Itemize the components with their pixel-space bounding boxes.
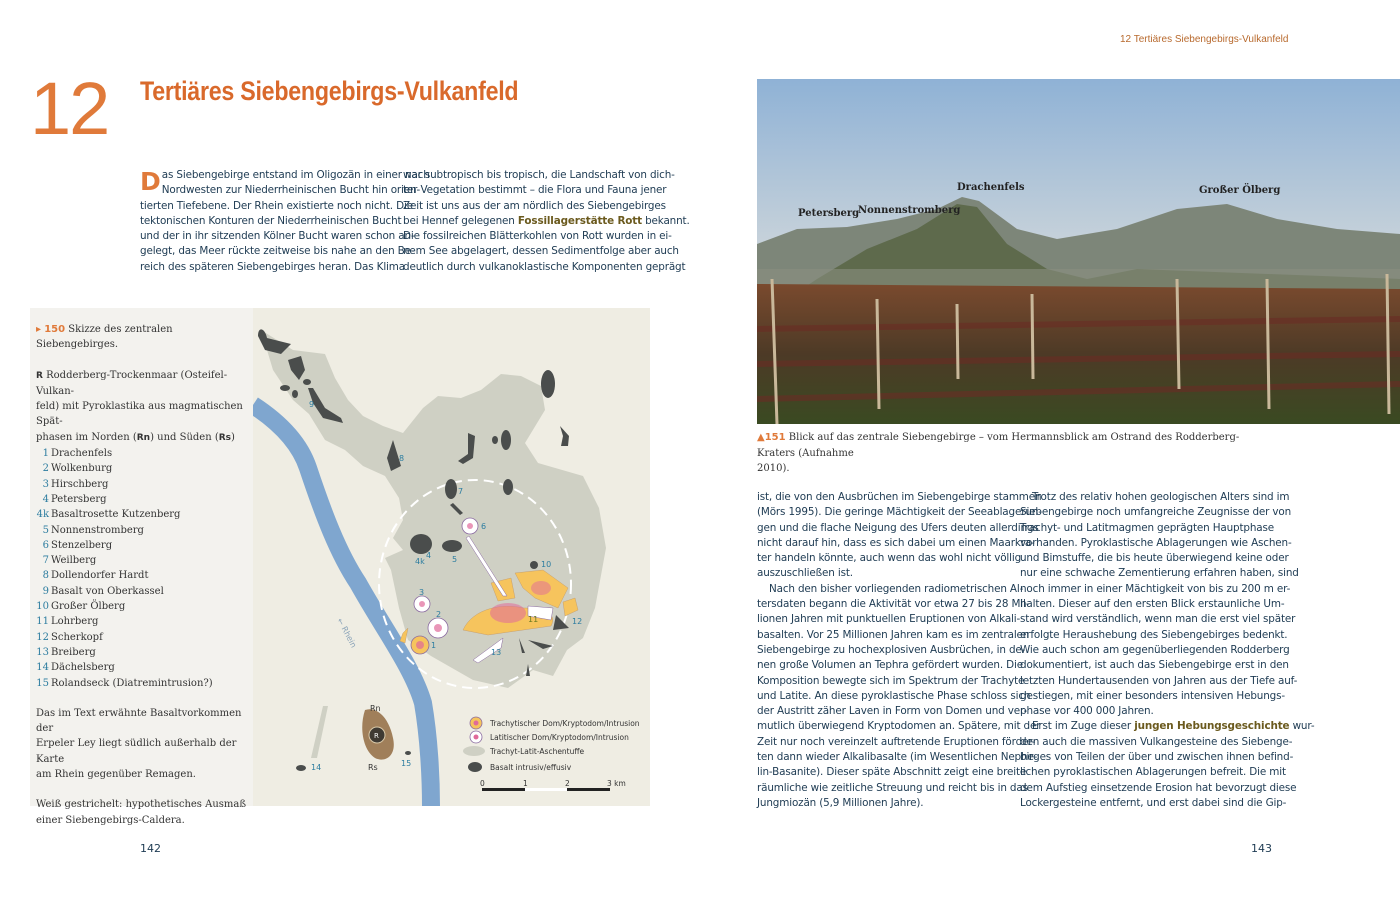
- location-name: Scherkopf: [51, 631, 103, 643]
- location-item: [36, 507, 247, 522]
- figure-number: 150: [44, 324, 66, 335]
- text-line: gen und die flache Neigung des Ufers deuten allerdings: [757, 521, 1039, 534]
- text-line: Die fossilreichen Blätterkohlen von Rott wurden in ei-: [403, 230, 672, 243]
- location-item: [36, 553, 247, 568]
- text-line: Zeit ist uns aus der am nördlich des Siebengebirges: [403, 199, 666, 212]
- text-line: (Mörs 1995). Die geringe Mächtigkeit der Seeablagerun-: [757, 506, 1042, 519]
- text-line: tersdaten begann die Aktivität vor etwa 27 bis 28 Mil-: [757, 598, 1030, 611]
- location-item: [36, 614, 247, 629]
- text-line: nicht darauf hin, dass es sich dabei um einen Maarkra-: [757, 536, 1035, 549]
- text-line: dokumentiert, ist auch das Siebengebirge erst in den: [1020, 659, 1289, 672]
- photo-label-petersberg: Petersberg: [798, 208, 860, 219]
- text-line: ist, die von den Ausbrüchen im Siebengebirge stammen: [757, 491, 1042, 503]
- r-text: phasen im Norden (: [36, 431, 137, 443]
- text-line: [1020, 719, 1315, 734]
- text-line: ter handeln könnte, auch wenn das wohl nicht völlig: [757, 552, 1022, 565]
- location-item: [36, 660, 247, 675]
- location-number: 1: [42, 448, 49, 460]
- text-segment: Erst im Zuge dieser: [1032, 720, 1135, 733]
- figure-150-caption: [30, 308, 253, 826]
- svg-text:6: 6: [481, 522, 487, 531]
- rs-key: Rs: [218, 432, 232, 443]
- location-number: 13: [36, 646, 49, 658]
- crater-north-label: Rn: [370, 704, 381, 713]
- r-text: feld) mit Pyroklastika aus magmatischen Spät-: [36, 401, 243, 428]
- location-name: Nonnenstromberg: [51, 524, 144, 536]
- page-number-left: 142: [140, 842, 161, 855]
- location-list: [36, 446, 247, 691]
- text-segment: bei Hennef gelegenen: [403, 214, 518, 227]
- note-text: Erpeler Ley liegt südlich außerhalb der Karte: [36, 738, 237, 765]
- location-name: Dächelsberg: [51, 662, 115, 674]
- text-line: der Austritt zäher Laven in Form von Domen und ver-: [757, 705, 1028, 718]
- location-item: [36, 492, 247, 507]
- note-caldera: [36, 797, 247, 828]
- text-line: Nordwesten zur Niederrheinischen Bucht hin orien-: [161, 184, 421, 197]
- text-line: lin-Basanite). Dieser späte Abschnitt zeigt eine breite: [757, 766, 1027, 779]
- figure-151-caption: [757, 430, 1267, 477]
- page-number-right: 143: [1251, 842, 1272, 855]
- scale-label: 0: [480, 779, 485, 788]
- caption-text: Blick auf das zentrale Siebengebirge – vom Hermannsblick am Ostrand des Rodderberg-Kraters (Aufnahme: [757, 432, 1240, 459]
- text-line: nem See abgelagert, dessen Sedimentfolge aber auch: [403, 245, 679, 258]
- location-item: [36, 630, 247, 645]
- rodderberg-note: [36, 368, 247, 446]
- location-name: Großer Ölberg: [51, 601, 126, 613]
- text-line: vorhanden. Pyroklastische Ablagerungen wie Aschen-: [1020, 536, 1292, 549]
- text-line: erfolgte Heraushebung des Siebengebirges bedenkt.: [1020, 628, 1288, 641]
- text-line: den auch die massiven Vulkangesteine des Siebenge-: [1020, 735, 1293, 748]
- text-line: as Siebengebirge entstand im Oligozän in einer nach: [161, 169, 430, 181]
- note-text: Weiß gestrichelt: hypothetisches Ausmaß: [36, 799, 247, 811]
- text-line: Trachyt- und Latitmagmen geprägten Hauptphase: [1020, 521, 1274, 534]
- text-line: tierten Tiefebene. Der Rhein existierte noch nicht. Die: [140, 199, 413, 212]
- text-line: [403, 214, 690, 229]
- chapter-number: 12: [30, 67, 109, 150]
- location-name: Rolandseck (Diatremintrusion?): [51, 677, 213, 689]
- location-item: [36, 538, 247, 553]
- text-line: räumliche wie zeitliche Streuung und reicht bis in das: [757, 781, 1028, 794]
- photo-label-nonnenstromberg: Nonnenstromberg: [858, 205, 961, 216]
- text-line: noch immer in einer Mächtigkeit von bis zu 200 m er-: [1020, 582, 1291, 595]
- text-line: lionen Jahren mit punktuellen Eruptionen von Alkali-: [757, 613, 1021, 626]
- intro-column-1: [140, 167, 430, 275]
- location-name: Weilberg: [51, 555, 97, 567]
- text-line: dem Aufstieg einsetzende Erosion hat bevorzugt diese: [1020, 781, 1297, 794]
- location-name: Basalt von Oberkassel: [51, 585, 164, 597]
- triangle-right-icon: ▸: [36, 324, 42, 335]
- text-line: Komposition bewegte sich im Spektrum der Trachyte: [757, 674, 1025, 687]
- text-line: Lockergesteine entfernt, und erst dabei sind die Gip-: [1020, 796, 1287, 809]
- svg-text:15: 15: [401, 759, 412, 768]
- text-line: war subtropisch bis tropisch, die Landschaft von dich-: [403, 169, 675, 181]
- svg-text:10: 10: [541, 560, 552, 569]
- body-column-2: [1020, 490, 1315, 811]
- crater-label: R: [374, 732, 379, 740]
- location-number: 14: [36, 662, 49, 674]
- text-line: und Bimstuffe, die bis heute überwiegend keine oder: [1020, 552, 1289, 565]
- location-number: 12: [36, 631, 49, 643]
- location-number: 9: [42, 585, 49, 597]
- text-line: Zeit nur noch vereinzelt auftretende Eruptionen förder-: [757, 735, 1036, 748]
- scale-label: 3 km: [607, 779, 626, 788]
- location-item: [36, 584, 247, 599]
- location-item: [36, 446, 247, 461]
- svg-text:3: 3: [419, 588, 425, 597]
- map-legend: [463, 717, 640, 791]
- location-item: [36, 477, 247, 492]
- location-item: [36, 568, 247, 583]
- location-number: 4k: [36, 509, 49, 521]
- text-line: nen große Volumen an Tephra gefördert wurden. Die: [757, 659, 1024, 672]
- location-name: Lohrberg: [51, 616, 99, 628]
- svg-text:7: 7: [458, 487, 464, 496]
- location-number: 2: [42, 463, 49, 475]
- location-number: 7: [42, 555, 49, 567]
- svg-text:12: 12: [572, 617, 583, 626]
- location-number: 10: [36, 601, 49, 613]
- text-line: Nach den bisher vorliegenden radiometrischen Al-: [769, 582, 1024, 595]
- legend-label: Trachytischer Dom/Kryptodom/Intrusion: [490, 719, 640, 728]
- location-name: Stenzelberg: [51, 539, 113, 551]
- text-line: Trotz des relativ hohen geologischen Alters sind im: [1032, 491, 1290, 503]
- note-text: einer Siebengebirgs-Caldera.: [36, 814, 185, 826]
- photo-label-grosser-oelberg: Großer Ölberg: [1199, 185, 1281, 196]
- text-line: reich des späteren Siebengebirges heran. Das Klima: [140, 260, 405, 273]
- location-number: 11: [36, 616, 49, 628]
- geological-map: [253, 308, 650, 806]
- caption-text: Skizze des zentralen Siebengebirges.: [36, 324, 173, 351]
- landscape-photo: [757, 79, 1400, 424]
- text-line: deutlich durch vulkanoklastische Komponenten geprägt: [403, 260, 686, 273]
- r-text: Rodderberg-Trockenmaar (Osteifel-Vulkan-: [36, 369, 228, 397]
- svg-text:9: 9: [309, 400, 315, 409]
- rodderberg-crater: [311, 704, 394, 772]
- location-number: 4: [42, 493, 49, 505]
- svg-text:11: 11: [528, 615, 539, 624]
- text-line: phase vor 400 000 Jahren.: [1020, 705, 1154, 718]
- text-line: mutlich überwiegend Kryptodomen an. Spätere, mit der: [757, 720, 1041, 733]
- text-line: tektonischen Konturen der Niederrheinischen Bucht: [140, 214, 402, 227]
- text-line: halten. Dieser auf den ersten Blick erstaunliche Um-: [1020, 598, 1285, 611]
- svg-text:13: 13: [491, 648, 502, 657]
- location-name: Hirschberg: [51, 478, 109, 490]
- text-line: lichen pyroklastischen Ablagerungen befreit. Die mit: [1020, 766, 1286, 779]
- legend-label: Basalt intrusiv/effusiv: [490, 763, 572, 772]
- text-segment: bekannt.: [641, 214, 690, 227]
- text-line: gelegt, das Meer rückte zeitweise bis nahe an den Be-: [140, 245, 415, 258]
- rn-key: Rn: [136, 432, 151, 443]
- highlight-term: Fossillagerstätte Rott: [517, 214, 642, 227]
- location-name: Basaltrosette Kutzenberg: [51, 509, 181, 521]
- text-line: ter Vegetation bestimmt – die Flora und Fauna jener: [403, 184, 667, 197]
- svg-text:14: 14: [311, 763, 322, 772]
- body-column-1: [757, 490, 1042, 811]
- text-line: Siebengebirge noch umfangreiche Zeugnisse der von: [1020, 506, 1292, 519]
- svg-text:1: 1: [431, 641, 437, 650]
- note-text: Das im Text erwähnte Basaltvorkommen der: [36, 707, 242, 735]
- svg-text:4: 4: [426, 551, 432, 560]
- r-text: ) und Süden (: [150, 431, 219, 443]
- location-name: Drachenfels: [51, 448, 113, 460]
- location-item: [36, 461, 247, 476]
- figure-number: 151: [764, 432, 786, 443]
- text-line: Jungmiozän (5,9 Millionen Jahre).: [757, 796, 924, 809]
- location-name: Wolkenburg: [51, 463, 113, 475]
- note-erpeler-ley: [36, 706, 247, 782]
- river-label: ← Rhein: [335, 616, 359, 650]
- location-name: Petersberg: [51, 493, 107, 505]
- svg-text:2: 2: [436, 610, 442, 619]
- scale-label: 2: [565, 779, 570, 788]
- location-number: 15: [36, 677, 49, 689]
- legend-label: Latitischer Dom/Kryptodom/Intrusion: [490, 733, 629, 742]
- highlight-term: jungen Hebungsgeschichte: [1134, 720, 1290, 733]
- text-line: und Latite. An diese pyroklastische Phase schloss sich: [757, 689, 1031, 702]
- photo-label-drachenfels: Drachenfels: [957, 182, 1025, 193]
- drop-cap: D: [140, 167, 161, 196]
- text-line: basalten. Vor 25 Millionen Jahren kam es im zentralen: [757, 628, 1030, 641]
- text-line: stand wird verständlich, wenn man die erst viel später: [1020, 613, 1296, 626]
- text-line: Siebengebirge zu hochexplosiven Ausbrüchen, in de-: [757, 643, 1026, 656]
- running-head: 12 Tertiäres Siebengebirgs-Vulkanfeld: [1120, 34, 1289, 45]
- crater-south-label: Rs: [368, 763, 378, 772]
- location-name: Dollendorfer Hardt: [51, 570, 149, 582]
- location-number: 3: [42, 478, 49, 490]
- location-item: [36, 645, 247, 660]
- location-item: [36, 676, 247, 691]
- text-line: nur eine schwache Zementierung erfahren haben, sind: [1020, 567, 1299, 580]
- location-name: Breiberg: [51, 646, 96, 658]
- location-number: 5: [42, 524, 49, 536]
- triangle-up-icon: ▲: [757, 432, 765, 443]
- svg-text:5: 5: [452, 555, 458, 564]
- text-line: auszuschließen ist.: [757, 567, 853, 580]
- text-line: und der in ihr sitzenden Kölner Bucht waren schon an-: [140, 230, 415, 243]
- location-item: [36, 523, 247, 538]
- scale-label: 1: [523, 779, 528, 788]
- text-line: Wie auch schon am gegenüberliegenden Rodderberg: [1020, 643, 1290, 656]
- r-key: R: [36, 370, 43, 381]
- intro-column-2: [403, 168, 690, 275]
- legend-label: Trachyt-Latit-Aschentuffe: [490, 747, 585, 756]
- chapter-title: Tertiäres Siebengebirgs-Vulkanfeld: [140, 76, 519, 106]
- location-number: 6: [42, 539, 49, 551]
- svg-text:4k: 4k: [415, 557, 425, 566]
- location-number: 8: [42, 570, 49, 582]
- text-line: birges von Teilen der über und zwischen ihnen befind-: [1020, 751, 1294, 764]
- text-segment: wur-: [1289, 720, 1315, 733]
- caption-text: 2010).: [757, 463, 790, 474]
- r-text: ): [231, 431, 235, 443]
- note-text: am Rhein gegenüber Remagen.: [36, 769, 196, 781]
- svg-text:8: 8: [399, 454, 405, 463]
- location-item: [36, 599, 247, 614]
- text-line: gestiegen, mit einer besonders intensiven Hebungs-: [1020, 689, 1285, 702]
- text-line: ten dann wieder Alkalibasalte (im Wesentlichen Nephe-: [757, 751, 1038, 764]
- text-line: letzten Hundertausenden von Jahren aus der Tiefe auf-: [1020, 674, 1298, 687]
